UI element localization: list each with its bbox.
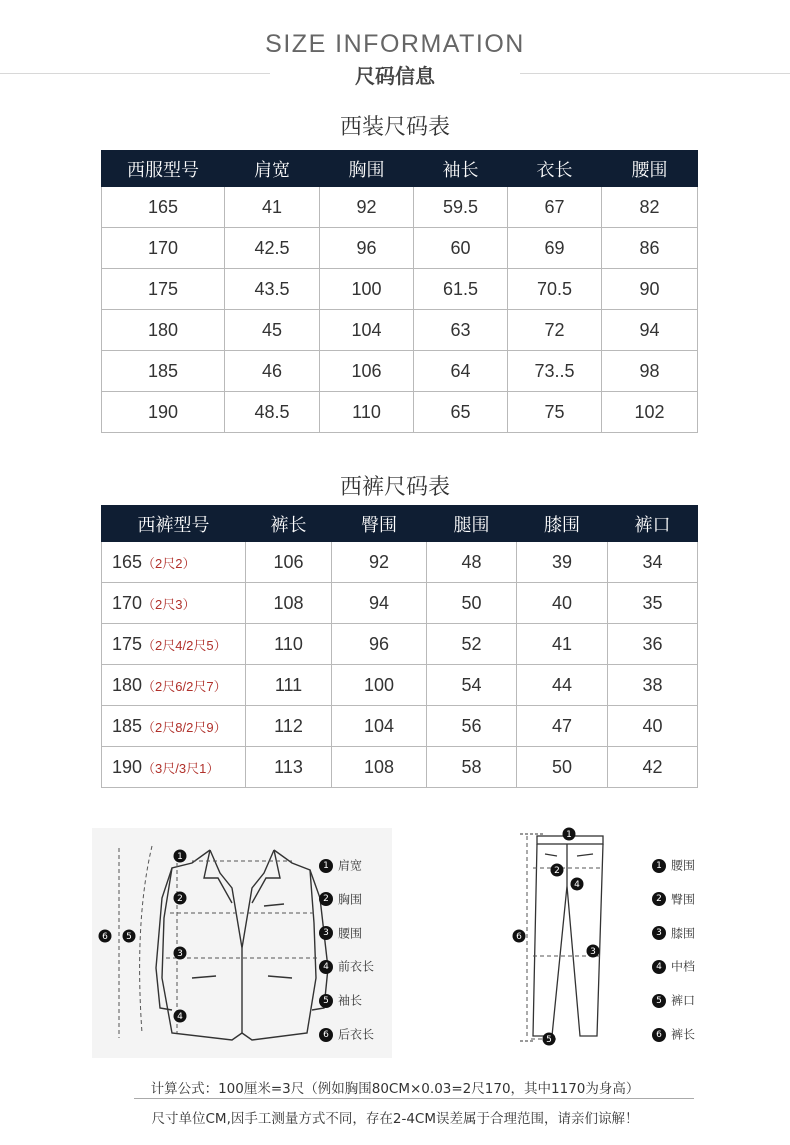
- suit-table-cell: 106: [320, 351, 414, 392]
- suit-table-cell: 165: [102, 187, 225, 228]
- suit-table-cell: 96: [320, 228, 414, 269]
- pants-size-value: 185: [112, 715, 143, 736]
- pants-table-row: [102, 542, 698, 583]
- pants-legend-label: 腰围: [671, 858, 696, 873]
- pants-size-value: 175: [112, 633, 143, 654]
- pants-table-row: [102, 665, 698, 706]
- page-header: [0, 0, 790, 100]
- pants-table-cell: 35: [608, 583, 698, 624]
- pants-size-cell: [102, 706, 246, 747]
- suit-header-cell: 肩宽: [225, 151, 320, 187]
- suit-table-cell: 110: [320, 392, 414, 433]
- pants-size-table: [101, 505, 698, 788]
- pants-size-value: 190: [112, 756, 143, 777]
- pants-legend-number: 4: [652, 960, 666, 974]
- pants-waist-note: （2尺2）: [142, 555, 196, 571]
- pants-waist-note: （2尺4/2尺5）: [142, 637, 227, 653]
- title-english: SIZE INFORMATION: [265, 30, 525, 58]
- jacket-legend-item: [319, 958, 374, 974]
- pants-table-cell: 94: [332, 583, 427, 624]
- suit-table-cell: 65: [414, 392, 508, 433]
- suit-table-cell: 42.5: [225, 228, 320, 269]
- jacket-legend-item: [319, 1026, 374, 1042]
- pants-legend-label: 裤口: [671, 993, 696, 1008]
- suit-table-cell: 100: [320, 269, 414, 310]
- pants-table-cell: 108: [332, 747, 427, 788]
- suit-table-cell: 70.5: [508, 269, 602, 310]
- pants-legend-number: 3: [652, 926, 666, 940]
- pants-table-cell: 42: [608, 747, 698, 788]
- pants-table-cell: 50: [427, 583, 517, 624]
- jacket-marker-1-label: 1: [177, 852, 183, 862]
- jacket-legend-label: 腰围: [338, 926, 363, 941]
- pants-table-cell: 48: [427, 542, 517, 583]
- pants-table-cell: 112: [246, 706, 332, 747]
- suit-table-cell: 185: [102, 351, 225, 392]
- suit-table-cell: 45: [225, 310, 320, 351]
- suit-table-row: [102, 392, 698, 433]
- pants-legend-item: [652, 857, 695, 873]
- pants-size-value: 165: [112, 551, 143, 572]
- pants-table-cell: 111: [246, 665, 332, 706]
- suit-header-cell: 袖长: [414, 151, 508, 187]
- pants-table-header: [102, 506, 698, 542]
- suit-table-cell: 61.5: [414, 269, 508, 310]
- suit-table-cell: 72: [508, 310, 602, 351]
- title-chinese: 尺码信息: [355, 64, 435, 88]
- pants-table-cell: 44: [517, 665, 608, 706]
- suit-table-cell: 90: [602, 269, 698, 310]
- pants-table-cell: 39: [517, 542, 608, 583]
- suit-table-cell: 82: [602, 187, 698, 228]
- pants-table-cell: 52: [427, 624, 517, 665]
- pants-table-cell: 100: [332, 665, 427, 706]
- pants-legend-item: [652, 925, 695, 941]
- suit-table-cell: 46: [225, 351, 320, 392]
- pants-size-cell: [102, 583, 246, 624]
- pants-legend-number: 5: [652, 994, 666, 1008]
- pants-header-cell: 裤口: [608, 506, 698, 542]
- jacket-marker-3-label: 3: [177, 949, 183, 959]
- pants-table-row: [102, 706, 698, 747]
- pants-header-cell: 膝围: [517, 506, 608, 542]
- suit-table-cell: 73..5: [508, 351, 602, 392]
- suit-table-cell: 98: [602, 351, 698, 392]
- formula-underline: [134, 1098, 694, 1099]
- suit-table-cell: 102: [602, 392, 698, 433]
- pants-legend-number: 1: [652, 859, 666, 873]
- pants-size-cell: [102, 542, 246, 583]
- jacket-legend-item: [319, 891, 362, 907]
- pants-waist-note: （3尺/3尺1）: [142, 760, 220, 776]
- pants-table-cell: 40: [608, 706, 698, 747]
- pants-measurement-diagram: [505, 826, 615, 1051]
- pants-header-cell: 西裤型号: [102, 506, 246, 542]
- pants-table-title: 西裤尺码表: [339, 475, 450, 500]
- suit-table-row: [102, 228, 698, 269]
- suit-header-cell: 胸围: [320, 151, 414, 187]
- jacket-marker-4-label: 4: [177, 1012, 183, 1022]
- pants-header-cell: 臀围: [332, 506, 427, 542]
- calculation-formula: 计算公式：100厘米=3尺（例如胸围80CM×0.03=2尺170，其中1170为身高）: [150, 1081, 640, 1097]
- jacket-legend-number: 5: [319, 994, 333, 1008]
- pants-table-cell: 47: [517, 706, 608, 747]
- pants-table-cell: 56: [427, 706, 517, 747]
- suit-table-cell: 190: [102, 392, 225, 433]
- pants-legend-label: 膝围: [671, 926, 696, 941]
- jacket-legend-item: [319, 857, 362, 873]
- jacket-legend-label: 胸围: [338, 892, 363, 907]
- pants-legend-number: 6: [652, 1028, 666, 1042]
- pants-marker-1-label: 1: [566, 830, 572, 840]
- pants-header-cell: 腿围: [427, 506, 517, 542]
- pants-table-cell: 110: [246, 624, 332, 665]
- jacket-legend-label: 前衣长: [338, 959, 375, 974]
- pants-outline: [533, 836, 603, 1036]
- pants-header-cell: 裤长: [246, 506, 332, 542]
- pants-legend-label: 臀围: [671, 892, 696, 907]
- suit-table-cell: 48.5: [225, 392, 320, 433]
- pants-legend-item: [652, 1026, 695, 1042]
- pants-table-cell: 34: [608, 542, 698, 583]
- suit-table-header: [102, 151, 698, 187]
- pants-table-cell: 108: [246, 583, 332, 624]
- pants-table-cell: 58: [427, 747, 517, 788]
- pants-table-cell: 41: [517, 624, 608, 665]
- pants-table-cell: 92: [332, 542, 427, 583]
- suit-table-cell: 63: [414, 310, 508, 351]
- suit-table-row: [102, 269, 698, 310]
- pants-table-cell: 54: [427, 665, 517, 706]
- jacket-legend-label: 肩宽: [338, 858, 363, 873]
- suit-table-cell: 67: [508, 187, 602, 228]
- pants-waist-note: （2尺6/2尺7）: [142, 678, 227, 694]
- pants-size-cell: [102, 747, 246, 788]
- pants-legend-item: [652, 992, 695, 1008]
- pants-waist-note: （2尺8/2尺9）: [142, 719, 227, 735]
- pants-legend-label: 中档: [671, 959, 696, 974]
- suit-table-cell: 104: [320, 310, 414, 351]
- pants-marker-5-label: 5: [546, 1035, 552, 1045]
- suit-table-row: [102, 187, 698, 228]
- suit-table-row: [102, 351, 698, 392]
- pants-table-cell: 106: [246, 542, 332, 583]
- pants-table-cell: 50: [517, 747, 608, 788]
- pants-table-cell: 36: [608, 624, 698, 665]
- suit-size-table: [101, 150, 698, 433]
- suit-table-cell: 41: [225, 187, 320, 228]
- suit-table-cell: 64: [414, 351, 508, 392]
- jacket-marker-5-label: 5: [126, 932, 132, 942]
- jacket-legend-number: 4: [319, 960, 333, 974]
- pants-size-cell: [102, 665, 246, 706]
- pants-table-cell: 38: [608, 665, 698, 706]
- pants-legend-item: [652, 958, 695, 974]
- suit-table-cell: 92: [320, 187, 414, 228]
- jacket-legend-number: 2: [319, 892, 333, 906]
- jacket-legend-label: 后衣长: [338, 1027, 375, 1042]
- pants-size-value: 180: [112, 674, 143, 695]
- jacket-legend-item: [319, 992, 362, 1008]
- suit-table-row: [102, 310, 698, 351]
- pants-table-row: [102, 624, 698, 665]
- pants-table-row: [102, 583, 698, 624]
- pants-marker-2-label: 2: [554, 866, 560, 876]
- pants-waist-note: （2尺3）: [142, 596, 196, 612]
- suit-header-cell: 衣长: [508, 151, 602, 187]
- pants-marker-3-label: 3: [590, 947, 596, 957]
- suit-table-cell: 175: [102, 269, 225, 310]
- suit-table-title: 西装尺码表: [339, 115, 450, 140]
- jacket-marker-6-label: 6: [102, 932, 108, 942]
- pants-table-cell: 96: [332, 624, 427, 665]
- suit-table-cell: 94: [602, 310, 698, 351]
- jacket-legend-number: 6: [319, 1028, 333, 1042]
- pants-size-value: 170: [112, 592, 143, 613]
- pants-marker-4-label: 4: [574, 880, 580, 890]
- measurement-note: 尺寸单位CM,因手工测量方式不同，存在2-4CM误差属于合理范围，请亲们谅解！: [151, 1111, 639, 1127]
- jacket-legend-label: 袖长: [338, 993, 363, 1008]
- pants-legend-number: 2: [652, 892, 666, 906]
- suit-table-cell: 180: [102, 310, 225, 351]
- suit-table-cell: 59.5: [414, 187, 508, 228]
- pants-legend-label: 裤长: [671, 1027, 696, 1042]
- pants-marker-6-label: 6: [516, 932, 522, 942]
- suit-header-cell: 腰围: [602, 151, 698, 187]
- jacket-legend-item: [319, 925, 362, 941]
- pants-table-cell: 40: [517, 583, 608, 624]
- pants-table-cell: 104: [332, 706, 427, 747]
- suit-table-cell: 43.5: [225, 269, 320, 310]
- jacket-legend-number: 1: [319, 859, 333, 873]
- suit-table-cell: 75: [508, 392, 602, 433]
- jacket-legend-number: 3: [319, 926, 333, 940]
- pants-table-cell: 113: [246, 747, 332, 788]
- pants-size-cell: [102, 624, 246, 665]
- jacket-marker-2-label: 2: [177, 894, 183, 904]
- suit-table-cell: 170: [102, 228, 225, 269]
- suit-header-cell: 西服型号: [102, 151, 225, 187]
- suit-table-cell: 86: [602, 228, 698, 269]
- suit-table-cell: 60: [414, 228, 508, 269]
- pants-table-row: [102, 747, 698, 788]
- suit-table-cell: 69: [508, 228, 602, 269]
- pants-legend-item: [652, 891, 695, 907]
